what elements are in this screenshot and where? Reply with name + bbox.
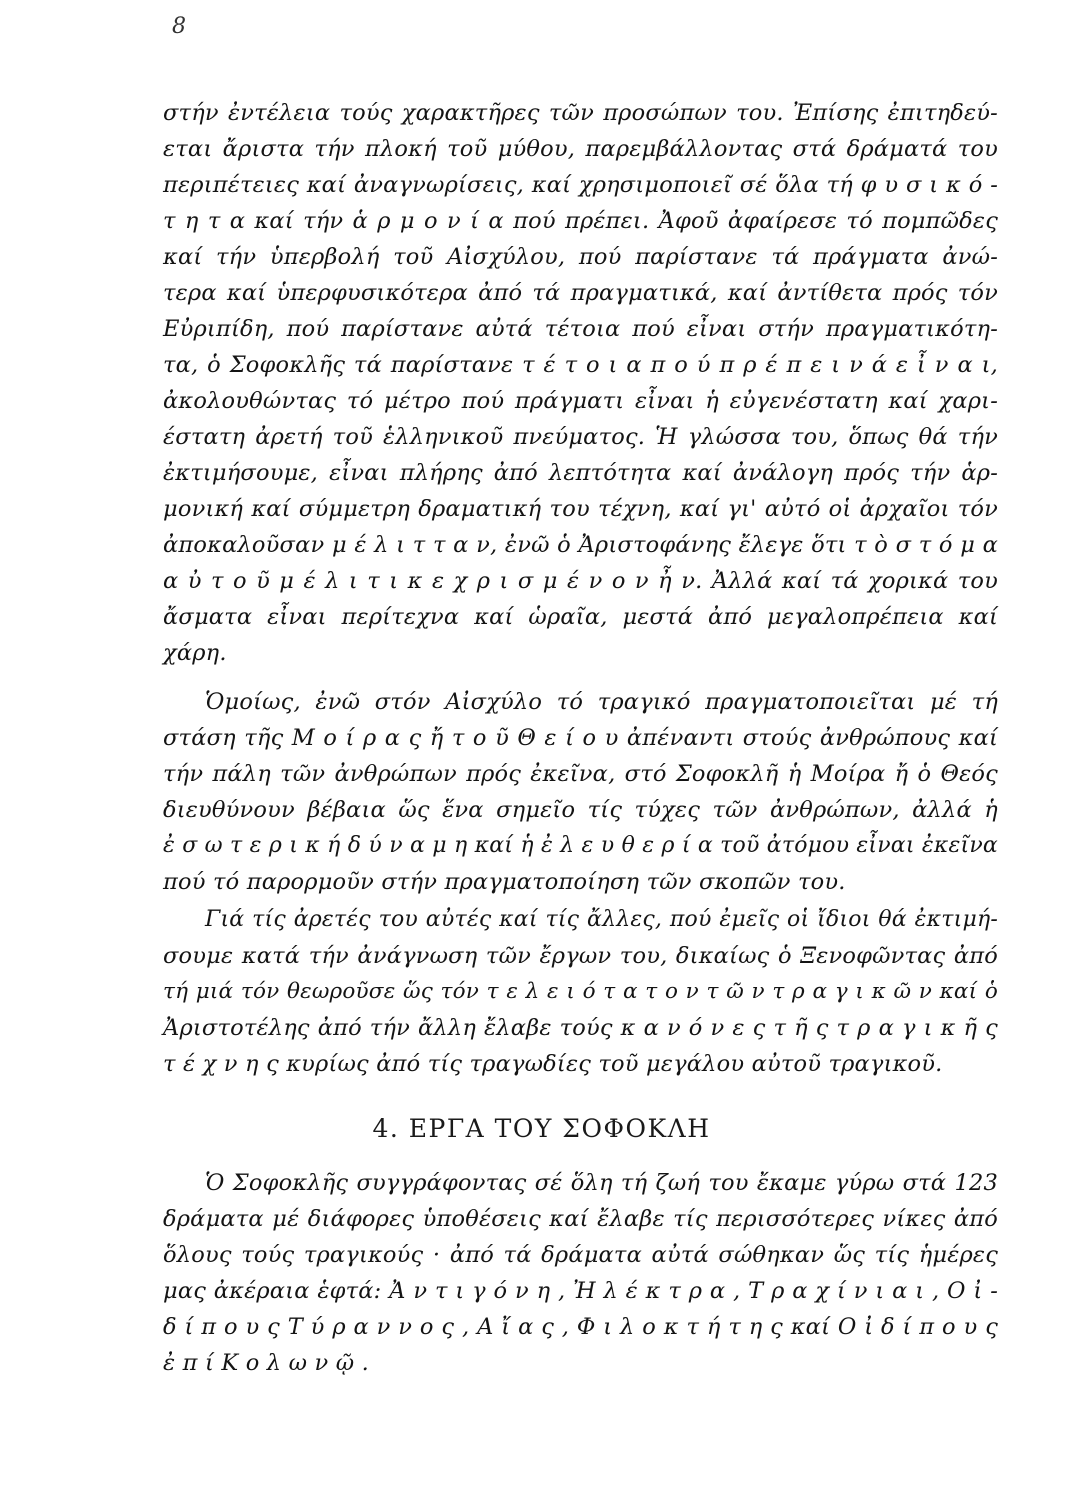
page-number: 8 <box>172 14 186 39</box>
text-line: διευθύνουν βέβαια ὥς ἕνα σημεῖο τίς τύχες τῶν ἀνθρώπων, ἀλλά ἡ <box>163 797 998 823</box>
text-line: Γιά τίς ἀρετές του αὐτές καί τίς ἄλλες, πού ἐμεῖς οἱ ἴδιοι θά ἐκτιμή- <box>205 907 998 932</box>
text-line: Εὐριπίδη, πού παρίστανε αὐτά τέτοια πού εἶναι στήν πραγματικότη- <box>163 316 998 342</box>
text-line: στήν ἐντέλεια τούς χαρακτῆρες τῶν προσώπων του. Ἐπίσης ἐπιτηδεύ- <box>163 100 998 126</box>
text-line: α ὐ τ ο ῦ μ έ λ ι τ ι κ ε χ ρ ι σ μ έ ν ο ν ἦ ν. Ἀλλά καί τά χορικά του <box>163 568 998 594</box>
text-line: ὅλους τούς τραγικούς · ἀπό τά δράματα αὐτά σώθηκαν ὥς τίς ἡμέρες <box>163 1242 998 1268</box>
text-line: τα, ὁ Σοφοκλῆς τά παρίστανε τ έ τ ο ι α π ο ύ π ρ έ π ε ι ν ά ε ἶ ν α ι, <box>163 352 998 378</box>
text-line: μονική καί σύμμετρη δραματική του τέχνη, καί γι' αὐτό οἱ ἀρχαῖοι τόν <box>163 496 998 522</box>
text-line: ἀποκαλοῦσαν μ έ λ ι τ τ α ν, ἐνῶ ὁ Ἀριστοφάνης ἔλεγε ὅτι τ ὸ σ τ ό μ α <box>163 532 998 558</box>
text-line: ἀκολουθώντας τό μέτρο πού πράγματι εἶναι ἡ εὐγενέστατη καί χαρι- <box>163 388 998 414</box>
text-line: στάση τῆς Μ ο ί ρ α ς ἤ τ ο ῦ Θ ε ί ο υ ἀπέναντι στούς ἀνθρώπους καί <box>163 725 998 751</box>
text-line: σουμε κατά τήν ἀνάγνωση τῶν ἔργων του, δικαίως ὁ Ξενοφῶντας ἀπό <box>163 943 998 969</box>
text-line: Ἀριστοτέλης ἀπό τήν ἄλλη ἔλαβε τούς κ α ν ό ν ε ς τ ῆ ς τ ρ α γ ι κ ῆ ς <box>163 1015 998 1041</box>
text-line: τή μιά τόν θεωροῦσε ὥς τόν τ ε λ ε ι ό τ α τ ο ν τ ῶ ν τ ρ α γ ι κ ῶ ν καί ὁ <box>163 979 998 1004</box>
text-line: δράματα μέ διάφορες ὑποθέσεις καί ἔλαβε τίς περισσότερες νίκες ἀπό <box>163 1206 998 1232</box>
section-heading: 4. ΕΡΓΑ ΤΟΥ ΣΟΦΟΚΛΗ <box>372 1114 711 1143</box>
text-line: Ὁμοίως, ἐνῶ στόν Αἰσχύλο τό τραγικό πραγματοποιεῖται μέ τή <box>205 689 998 715</box>
text-line: ἐ σ ω τ ε ρ ι κ ή δ ύ ν α μ η καί ἡ ἐ λ ε υ θ ε ρ ί α τοῦ ἀτόμου εἶναι ἐκεῖνα <box>163 833 998 858</box>
text-line: χάρη. <box>163 640 227 666</box>
text-line: Ὁ Σοφοκλῆς συγγράφοντας σέ ὅλη τή ζωή του ἔκαμε γύρω στά 123 <box>205 1170 998 1196</box>
text-line: τ η τ α καί τήν ἁ ρ μ ο ν ί α πού πρέπει. Ἀφοῦ ἀφαίρεσε τό πομπῶδες <box>163 208 998 234</box>
text-line: μας ἀκέραια ἑφτά: Ἀ ν τ ι γ ό ν η , Ἠ λ έ κ τ ρ α , Τ ρ α χ ί ν ι α ι , Ο ἰ - <box>163 1278 998 1304</box>
text-line: ἐκτιμήσουμε, εἶναι πλήρης ἀπό λεπτότητα καί ἀνάλογη πρός τήν ἁρ- <box>163 460 998 486</box>
text-line: περιπέτειες καί ἀναγνωρίσεις, καί χρησιμοποιεῖ σέ ὅλα τή φ υ σ ι κ ό - <box>163 172 998 198</box>
text-line: τ έ χ ν η ς κυρίως ἀπό τίς τραγωδίες τοῦ μεγάλου αὐτοῦ τραγικοῦ. <box>163 1051 943 1077</box>
text-line: τερα καί ὑπερφυσικότερα ἀπό τά πραγματικά, καί ἀντίθετα πρός τόν <box>163 280 998 306</box>
text-line: δ ί π ο υ ς Τ ύ ρ α ν ν ο ς , Α ἴ α ς , Φ ι λ ο κ τ ή τ η ς καί Ο ἰ δ ί π ο υ ς <box>163 1314 998 1340</box>
text-line: ἐ π ί Κ ο λ ω ν ῷ . <box>163 1350 369 1376</box>
text-line: ἄσματα εἶναι περίτεχνα καί ὡραῖα, μεστά ἀπό μεγαλοπρέπεια καί <box>163 604 998 630</box>
text-line: εται ἄριστα τήν πλοκή τοῦ μύθου, παρεμβάλλοντας στά δράματά του <box>163 136 998 162</box>
text-line: καί τήν ὑπερβολή τοῦ Αἰσχύλου, πού παρίστανε τά πράγματα ἀνώ- <box>163 244 998 270</box>
text-line: τήν πάλη τῶν ἀνθρώπων πρός ἐκεῖνα, στό Σοφοκλῆ ἡ Μοίρα ἤ ὁ Θεός <box>163 761 998 787</box>
text-line: έστατη ἀρετή τοῦ ἑλληνικοῦ πνεύματος. Ἡ γλώσσα του, ὅπως θά τήν <box>163 424 998 450</box>
text-line: πού τό παρορμοῦν στήν πραγματοποίηση τῶν σκοπῶν του. <box>163 869 846 895</box>
